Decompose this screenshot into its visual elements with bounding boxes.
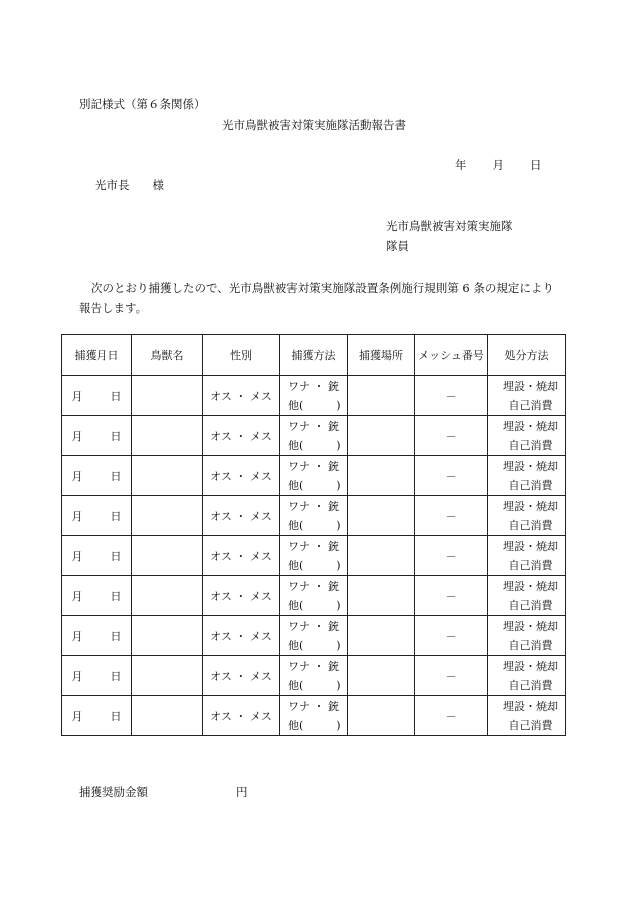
mesh-number-cell[interactable]: － — [415, 536, 488, 576]
month-label: 月 — [71, 389, 83, 403]
capture-place-cell[interactable] — [348, 696, 415, 736]
capture-report-table — [61, 334, 566, 736]
capture-date-cell[interactable] — [62, 456, 132, 496]
method-other: 他( ) — [288, 398, 341, 412]
capture-place-cell[interactable] — [348, 416, 415, 456]
capture-date-cell[interactable] — [62, 616, 132, 656]
capture-method-header: 捕獲方法 — [280, 335, 348, 376]
sex-cell[interactable]: オス ・ メス — [203, 376, 280, 416]
disposal-option-bury-burn: 埋設・焼却 — [503, 459, 558, 473]
sex-header: 性別 — [203, 335, 280, 376]
date-year-label: 年 — [455, 158, 467, 172]
disposal-option-self-use: 自己消費 — [508, 678, 553, 692]
method-other: 他( ) — [288, 678, 341, 692]
sex-cell[interactable]: オス ・ メス — [203, 616, 280, 656]
capture-date-cell[interactable] — [62, 376, 132, 416]
disposal-option-bury-burn: 埋設・焼却 — [503, 579, 558, 593]
disposal-option-bury-burn: 埋設・焼却 — [503, 699, 558, 713]
sex-cell[interactable]: オス ・ メス — [203, 576, 280, 616]
capture-method-cell[interactable] — [280, 576, 348, 616]
sex-cell[interactable]: オス ・ メス — [203, 696, 280, 736]
method-options: ワナ ・ 銃 — [288, 459, 339, 473]
mesh-number-cell[interactable]: － — [415, 416, 488, 456]
method-other: 他( ) — [288, 718, 341, 732]
capture-method-cell[interactable] — [280, 616, 348, 656]
capture-method-cell[interactable] — [280, 416, 348, 456]
animal-name-cell[interactable] — [132, 576, 203, 616]
table-row — [62, 576, 566, 616]
method-other: 他( ) — [288, 518, 341, 532]
table-header-row — [62, 335, 566, 376]
method-options: ワナ ・ 銃 — [288, 699, 339, 713]
method-options: ワナ ・ 銃 — [288, 379, 339, 393]
form-reference: 別記様式（第６条関係） — [79, 97, 206, 111]
table-row — [62, 416, 566, 456]
addressee: 光市長 様 — [95, 178, 164, 192]
disposal-option-bury-burn: 埋設・焼却 — [503, 619, 558, 633]
table-row — [62, 456, 566, 496]
day-label: 日 — [110, 469, 122, 483]
capture-place-cell[interactable] — [348, 376, 415, 416]
capture-place-cell[interactable] — [348, 616, 415, 656]
month-label: 月 — [71, 509, 83, 523]
mesh-number-cell[interactable]: － — [415, 616, 488, 656]
body-text: 次のとおり捕獲したので、光市鳥獣被害対策実施隊設置条例施行規則第 6 条の規定により報告します。 — [79, 281, 554, 315]
day-label: 日 — [110, 669, 122, 683]
sex-cell[interactable]: オス ・ メス — [203, 656, 280, 696]
method-other: 他( ) — [288, 478, 341, 492]
mesh-number-cell[interactable]: － — [415, 496, 488, 536]
capture-method-cell[interactable] — [280, 496, 348, 536]
disposal-option-self-use: 自己消費 — [508, 438, 553, 452]
capture-method-cell[interactable] — [280, 696, 348, 736]
disposal-option-self-use: 自己消費 — [508, 478, 553, 492]
reward-amount-line — [79, 784, 248, 800]
disposal-method-cell[interactable] — [488, 696, 566, 736]
mesh-number-header: メッシュ番号 — [415, 335, 488, 376]
method-other: 他( ) — [288, 558, 341, 572]
method-options: ワナ ・ 銃 — [288, 619, 339, 633]
capture-place-header: 捕獲場所 — [348, 335, 415, 376]
capture-date-cell[interactable] — [62, 576, 132, 616]
day-label: 日 — [110, 709, 122, 723]
disposal-option-bury-burn: 埋設・焼却 — [503, 539, 558, 553]
capture-method-cell[interactable] — [280, 656, 348, 696]
table-row — [62, 496, 566, 536]
disposal-method-cell[interactable] — [488, 656, 566, 696]
mesh-number-cell[interactable]: － — [415, 696, 488, 736]
animal-name-cell[interactable] — [132, 376, 203, 416]
method-other: 他( ) — [288, 598, 341, 612]
capture-date-cell[interactable] — [62, 696, 132, 736]
animal-name-cell[interactable] — [132, 536, 203, 576]
month-label: 月 — [71, 549, 83, 563]
method-options: ワナ ・ 銃 — [288, 579, 339, 593]
disposal-option-self-use: 自己消費 — [508, 558, 553, 572]
capture-place-cell[interactable] — [348, 456, 415, 496]
date-line — [455, 157, 542, 173]
sex-cell[interactable]: オス ・ メス — [203, 536, 280, 576]
method-other: 他( ) — [288, 638, 341, 652]
animal-name-cell[interactable] — [132, 456, 203, 496]
month-label: 月 — [71, 629, 83, 643]
document-title: 光市鳥獣被害対策実施隊活動報告書 — [222, 118, 406, 132]
day-label: 日 — [110, 429, 122, 443]
capture-date-cell[interactable] — [62, 416, 132, 456]
capture-place-cell[interactable] — [348, 576, 415, 616]
disposal-method-cell[interactable] — [488, 616, 566, 656]
month-label: 月 — [71, 669, 83, 683]
sex-cell[interactable]: オス ・ メス — [203, 416, 280, 456]
sex-cell[interactable]: オス ・ メス — [203, 496, 280, 536]
disposal-option-bury-burn: 埋設・焼却 — [503, 659, 558, 673]
table-row — [62, 616, 566, 656]
method-options: ワナ ・ 銃 — [288, 539, 339, 553]
capture-place-cell[interactable] — [348, 536, 415, 576]
day-label: 日 — [110, 509, 122, 523]
disposal-option-bury-burn: 埋設・焼却 — [503, 379, 558, 393]
mesh-number-cell[interactable]: － — [415, 576, 488, 616]
table-row — [62, 376, 566, 416]
capture-date-header: 捕獲月日 — [62, 335, 132, 376]
disposal-option-self-use: 自己消費 — [508, 638, 553, 652]
member-label: 隊員 — [386, 239, 409, 253]
day-label: 日 — [110, 389, 122, 403]
month-label: 月 — [71, 589, 83, 603]
disposal-option-self-use: 自己消費 — [508, 398, 553, 412]
capture-date-cell[interactable] — [62, 536, 132, 576]
month-label: 月 — [71, 429, 83, 443]
disposal-option-bury-burn: 埋設・焼却 — [503, 499, 558, 513]
disposal-method-cell[interactable] — [488, 576, 566, 616]
capture-date-cell[interactable] — [62, 496, 132, 536]
organization-name: 光市鳥獣被害対策実施隊 — [386, 219, 513, 233]
month-label: 月 — [71, 469, 83, 483]
disposal-method-header: 処分方法 — [488, 335, 566, 376]
capture-method-cell[interactable] — [280, 536, 348, 576]
capture-date-cell[interactable] — [62, 656, 132, 696]
animal-name-cell[interactable] — [132, 416, 203, 456]
mesh-number-cell[interactable]: － — [415, 456, 488, 496]
day-label: 日 — [110, 589, 122, 603]
animal-name-header: 鳥獣名 — [132, 335, 203, 376]
method-options: ワナ ・ 銃 — [288, 419, 339, 433]
table-row — [62, 536, 566, 576]
disposal-method-cell[interactable] — [488, 456, 566, 496]
sex-cell[interactable]: オス ・ メス — [203, 456, 280, 496]
method-options: ワナ ・ 銃 — [288, 659, 339, 673]
animal-name-cell[interactable] — [132, 616, 203, 656]
disposal-option-self-use: 自己消費 — [508, 518, 553, 532]
capture-place-cell[interactable] — [348, 656, 415, 696]
disposal-option-self-use: 自己消費 — [508, 598, 553, 612]
mesh-number-cell[interactable]: － — [415, 376, 488, 416]
month-label: 月 — [71, 709, 83, 723]
reward-unit: 円 — [236, 785, 248, 799]
animal-name-cell[interactable] — [132, 696, 203, 736]
date-month-label: 月 — [492, 158, 504, 172]
capture-place-cell[interactable] — [348, 496, 415, 536]
day-label: 日 — [110, 549, 122, 563]
day-label: 日 — [110, 629, 122, 643]
capture-method-cell[interactable] — [280, 456, 348, 496]
date-day-label: 日 — [530, 158, 542, 172]
capture-method-cell[interactable] — [280, 376, 348, 416]
method-options: ワナ ・ 銃 — [288, 499, 339, 513]
method-other: 他( ) — [288, 438, 341, 452]
disposal-method-cell[interactable] — [488, 496, 566, 536]
table-row — [62, 656, 566, 696]
disposal-option-bury-burn: 埋設・焼却 — [503, 419, 558, 433]
disposal-method-cell[interactable] — [488, 416, 566, 456]
disposal-method-cell[interactable] — [488, 376, 566, 416]
disposal-option-self-use: 自己消費 — [508, 718, 553, 732]
animal-name-cell[interactable] — [132, 656, 203, 696]
animal-name-cell[interactable] — [132, 496, 203, 536]
disposal-method-cell[interactable] — [488, 536, 566, 576]
reward-label: 捕獲奨励金額 — [79, 785, 148, 799]
mesh-number-cell[interactable]: － — [415, 656, 488, 696]
table-row — [62, 696, 566, 736]
